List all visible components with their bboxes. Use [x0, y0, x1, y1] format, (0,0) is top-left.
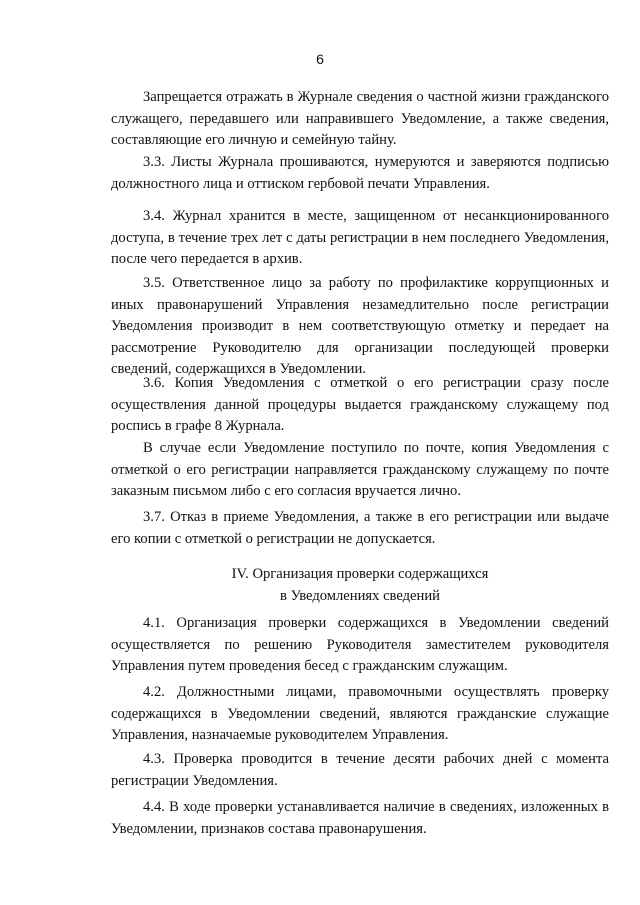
paragraph-journal-privacy: Запрещается отражать в Журнале сведения о частной жизни гражданского служащего, передавшего или направившего Уведомление, а также сведения, составляющие его личную и семейную тайну. [111, 89, 609, 148]
section-title-iv [111, 564, 609, 607]
section-title-line1: IV. Организация проверки содержащихся [231, 566, 489, 582]
paragraph-3-7: 3.7. Отказ в приеме Уведомления, а также в его регистрации или выдаче его копии с отметкой о регистрации не допускается. [111, 509, 609, 547]
paragraph-3-6: 3.6. Копия Уведомления с отметкой о его регистрации сразу после осуществления данной процедуры выдается гражданскому служащему под роспись в графе 8 Журнала. [111, 375, 609, 434]
paragraph-4-3: 4.3. Проверка проводится в течение десяти рабочих дней с момента регистрации Уведомления. [111, 751, 609, 789]
section-title-line2: в Уведомлениях сведений [280, 587, 440, 604]
paragraph-3-3: 3.3. Листы Журнала прошиваются, нумеруются и заверяются подписью должностного лица и оттиском гербовой печати Управления. [111, 154, 609, 192]
paragraph-3-5: 3.5. Ответственное лицо за работу по профилактике коррупционных и иных правонарушений Управления незамедлительно после регистрации Уведомления производит в нем соответствующую отметку и передает на рассмотрение Руководителю для организации последующей проверки сведений, содержащихся в Уведомлении. [111, 275, 609, 377]
paragraph-4-1: 4.1. Организация проверки содержащихся в Уведомлении сведений осуществляется по решению Руководителя заместителем руководителя Управления путем проведения бесед с гражданским служащим. [111, 615, 609, 674]
page-number: 6 [316, 51, 324, 67]
paragraph-4-2: 4.2. Должностными лицами, правомочными осуществлять проверку содержащихся в Уведомлении сведений, являются гражданские служащие Управления, назначаемые руководителем Управления. [111, 684, 609, 743]
paragraph-postal: В случае если Уведомление поступило по почте, копия Уведомления с отметкой о его регистрации направляется гражданскому служащему по почте заказным письмом либо с его согласия вручается лично. [111, 440, 609, 499]
paragraph-4-4: 4.4. В ходе проверки устанавливается наличие в сведениях, изложенных в Уведомлении, признаков состава правонарушения. [111, 799, 609, 837]
paragraph-3-4: 3.4. Журнал хранится в месте, защищенном от несанкционированного доступа, в течение трех лет с даты регистрации в нем последнего Уведомления, после чего передается в архив. [111, 208, 609, 267]
